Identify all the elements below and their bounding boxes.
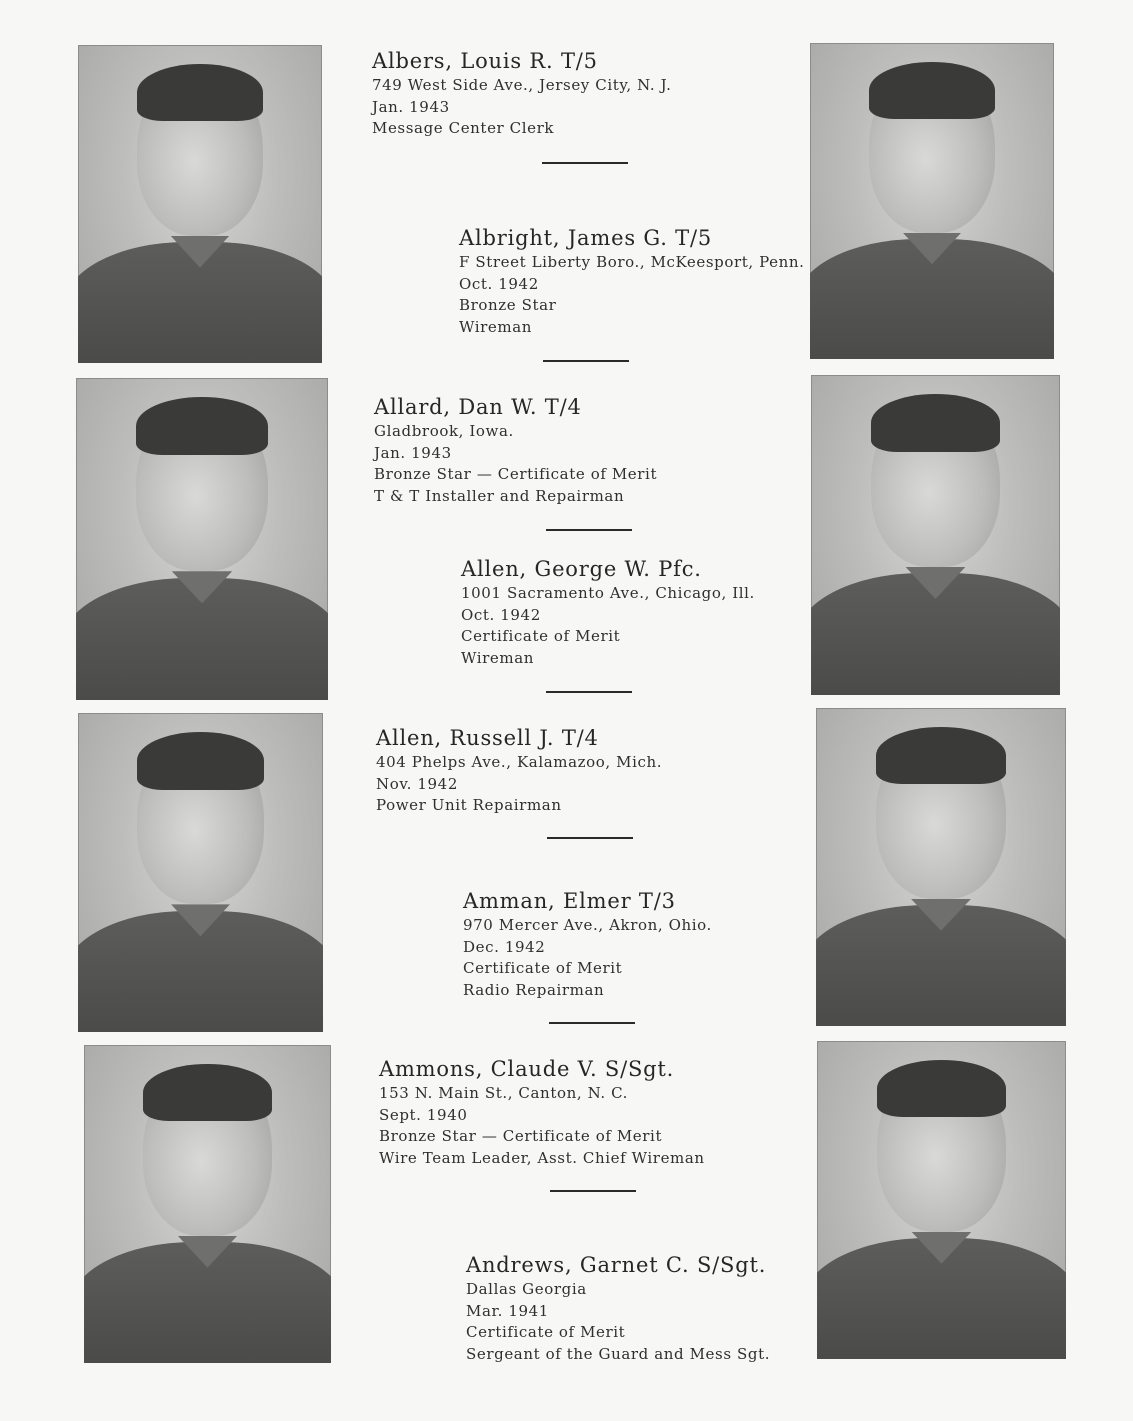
separator-rule — [550, 1190, 636, 1192]
separator-rule — [549, 1022, 635, 1024]
entry-award: Certificate of Merit — [461, 627, 621, 645]
entry-name: Allen, George W. Pfc. — [461, 557, 702, 581]
portrait-photo-andrews — [817, 1041, 1066, 1359]
entry-duty: Wire Team Leader, Asst. Chief Wireman — [379, 1148, 705, 1167]
entry-address: 749 West Side Ave., Jersey City, N. J. — [372, 76, 672, 94]
entry-duty: Radio Repairman — [463, 980, 605, 999]
entry-ammons — [379, 1056, 705, 1169]
entry-award: Bronze Star — Certificate of Merit — [374, 465, 658, 483]
entry-name: Ammons, Claude V. S/Sgt. — [379, 1057, 675, 1081]
entry-albright — [459, 225, 805, 338]
entry-duty: Sergeant of the Guard and Mess Sgt. — [466, 1344, 771, 1363]
separator-rule — [546, 691, 632, 693]
separator-rule — [542, 162, 628, 164]
entry-date: Nov. 1942 — [376, 774, 458, 793]
entry-name: Allard, Dan W. T/4 — [374, 395, 582, 419]
entry-date: Oct. 1942 — [459, 274, 539, 293]
entry-duty: Power Unit Repairman — [376, 796, 562, 814]
entry-award: Bronze Star — Certificate of Merit — [379, 1127, 663, 1145]
entry-allen-george — [461, 556, 755, 669]
portrait-photo-allard — [76, 378, 328, 700]
portrait-photo-amman — [816, 708, 1066, 1026]
entry-date: Mar. 1941 — [466, 1301, 549, 1320]
entry-date: Sept. 1940 — [379, 1105, 468, 1124]
portrait-photo-allen-george — [811, 375, 1060, 695]
portrait-photo-albright — [810, 43, 1054, 359]
entry-date: Jan. 1943 — [372, 97, 450, 116]
entry-duty: Wireman — [459, 317, 533, 336]
entry-date: Dec. 1942 — [463, 937, 546, 956]
portrait-photo-albers — [78, 45, 322, 363]
entry-amman — [463, 888, 712, 1001]
entry-award: Certificate of Merit — [466, 1323, 626, 1341]
entry-address: F Street Liberty Boro., McKeesport, Penn. — [459, 253, 805, 271]
entry-duty: Wireman — [461, 648, 535, 667]
entry-andrews — [466, 1252, 770, 1365]
entry-duty: Message Center Clerk — [372, 119, 555, 137]
entry-address: 404 Phelps Ave., Kalamazoo, Mich. — [376, 753, 663, 771]
entry-duty: T & T Installer and Repairman — [374, 486, 625, 505]
entry-address: 1001 Sacramento Ave., Chicago, Ill. — [461, 584, 755, 602]
entry-address: Dallas Georgia — [466, 1280, 587, 1298]
entry-albers — [372, 48, 671, 140]
entry-date: Jan. 1943 — [374, 443, 452, 462]
separator-rule — [543, 360, 629, 362]
entry-name: Allen, Russell J. T/4 — [376, 726, 599, 750]
entry-name: Albright, James G. T/5 — [459, 226, 712, 250]
entry-name: Andrews, Garnet C. S/Sgt. — [466, 1253, 767, 1277]
entry-name: Albers, Louis R. T/5 — [372, 49, 598, 73]
entry-allen-russell — [376, 725, 662, 817]
portrait-photo-ammons — [84, 1045, 331, 1363]
entry-address: 153 N. Main St., Canton, N. C. — [379, 1084, 628, 1102]
entry-address: Gladbrook, Iowa. — [374, 422, 514, 440]
entry-award: Certificate of Merit — [463, 959, 623, 977]
separator-rule — [546, 529, 632, 531]
entry-allard — [374, 394, 657, 507]
entry-date: Oct. 1942 — [461, 605, 541, 624]
entry-name: Amman, Elmer T/3 — [463, 889, 676, 913]
entry-award: Bronze Star — [459, 296, 557, 314]
separator-rule — [547, 837, 633, 839]
entry-address: 970 Mercer Ave., Akron, Ohio. — [463, 916, 712, 934]
portrait-photo-allen-russell — [78, 713, 323, 1032]
